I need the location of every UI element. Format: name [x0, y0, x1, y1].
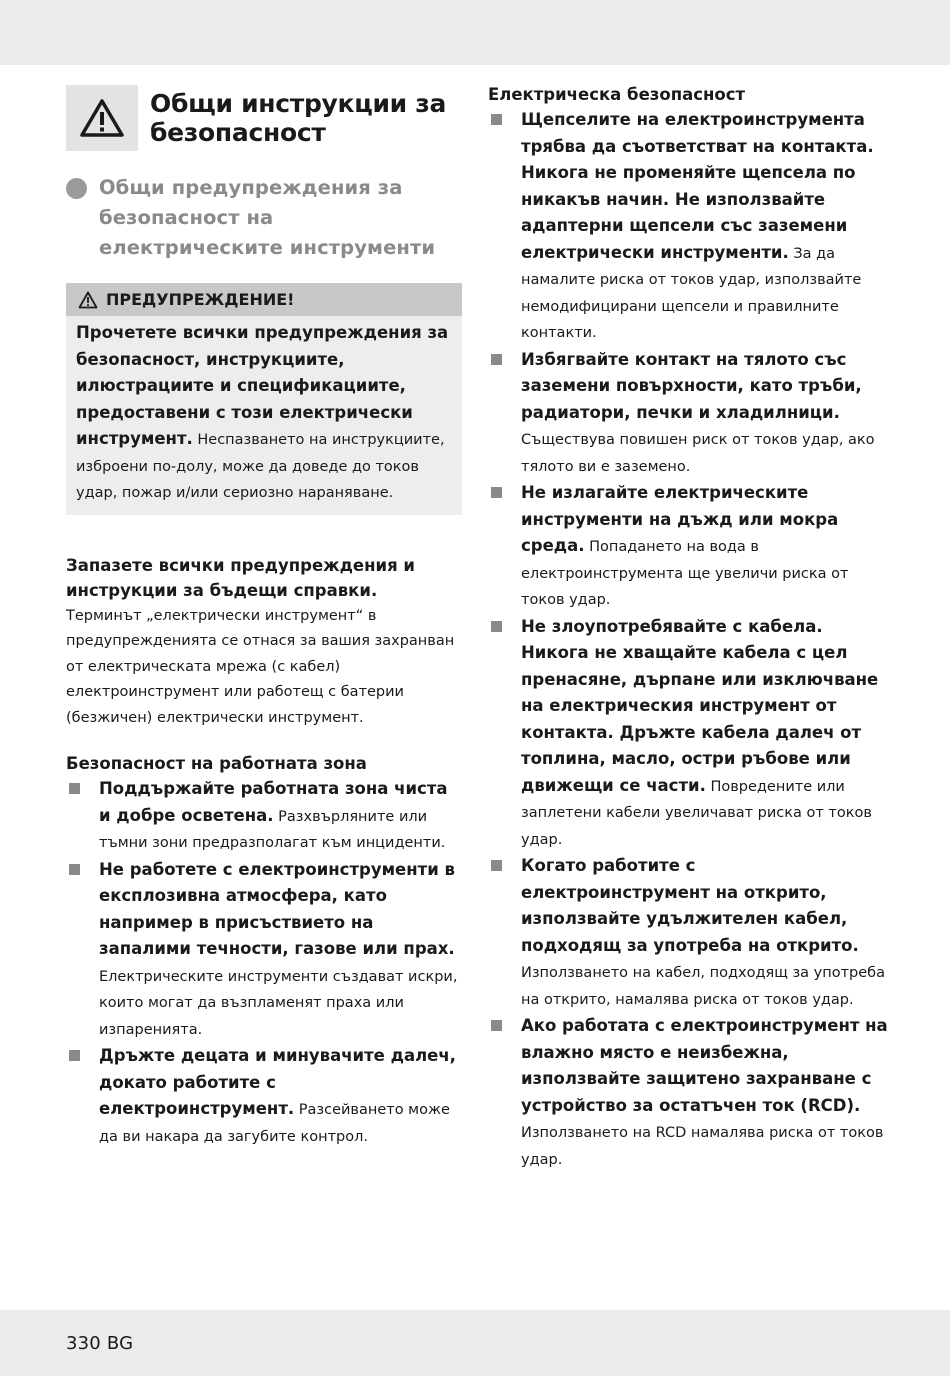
- warning-box: [66, 283, 462, 515]
- square-bullet-icon: [491, 1020, 502, 1031]
- square-bullet-icon: [491, 487, 502, 498]
- warning-heading: ПРЕДУПРЕЖДЕНИЕ!: [106, 290, 295, 309]
- right-column: [488, 82, 888, 1173]
- item-normal-text: Попадането на вода в електроинструмента ще увеличи риска от токов удар.: [521, 539, 849, 608]
- save-normal-text: Терминът „електрически инструмент“ в предупрежденията се отнася за вашия захранван от електрическата мрежа (с кабел) електроинструмент или работещ с батерии (безжичен) електрически инструмент.: [66, 607, 455, 726]
- warning-small-icon: [78, 291, 98, 309]
- item-normal-text: Съществува повишен риск от токов удар, ако тялото ви е заземено.: [521, 432, 875, 475]
- work-area-heading: Безопасност на работната зона: [66, 754, 367, 773]
- save-instructions: [66, 553, 462, 732]
- item-normal-text: Използването на RCD намалява риска от токов удар.: [521, 1125, 884, 1168]
- footer-bar: [0, 1310, 950, 1376]
- item-bold-text: Дръжте децата и минувачите далеч, докато работите с електроинструмент.: [99, 1046, 456, 1118]
- list-item: [66, 776, 462, 857]
- item-normal-text: Електрическите инструменти създават искри, които могат да възпламенят праха или изпаренията.: [99, 968, 458, 1038]
- save-bold-text: Запазете всички предупреждения и инструкции за бъдещи справки.: [66, 555, 415, 600]
- list-item: [488, 853, 888, 1013]
- square-bullet-icon: [491, 621, 502, 632]
- page-number: 330 BG: [66, 1333, 134, 1354]
- list-item: [66, 857, 462, 1044]
- list-item: [66, 1043, 462, 1150]
- list-item: [488, 107, 888, 347]
- item-normal-text: Повредените или заплетени кабели увеличават риска от токов удар.: [521, 778, 872, 848]
- subheading: Общи предупреждения за безопасност на електрическите инструменти: [99, 176, 436, 259]
- electrical-section: [488, 82, 888, 1173]
- item-bold-text: Не излагайте електрическите инструменти на дъжд или мокра среда.: [521, 483, 839, 555]
- page-title: Общи инструкции за безопасност: [150, 89, 447, 147]
- item-bold-text: Ако работата с електроинструмент на влажно място е неизбежна, използвайте защитено захранване с устройство за остатъчен ток (RCD).: [521, 1016, 888, 1115]
- warning-text: [66, 316, 462, 515]
- item-bold-text: Избягвайте контакт на тялото със заземени повърхности, като тръби, радиатори, печки и хладилници.: [521, 349, 862, 422]
- item-bold-text: Когато работите с електроинструмент на открито, използвайте удължителен кабел, подходящ за употреба на открито.: [521, 856, 859, 955]
- item-normal-text: За да намалите риска от токов удар, използвайте немодифицирани щепсели и правилните контакти.: [521, 245, 862, 341]
- item-normal-text: Разсейването може да ви накара да загубите контрол.: [99, 1102, 450, 1145]
- square-bullet-icon: [491, 354, 502, 365]
- item-bold-text: Не работете с електроинструменти в експлозивна атмосфера, като например в присъствието на запалими течности, газове или прах.: [99, 859, 455, 958]
- list-item: [488, 347, 888, 481]
- square-bullet-icon: [69, 1050, 80, 1061]
- bullet-dot-icon: [66, 178, 87, 199]
- item-bold-text: Щепселите на електроинструмента трябва да съответстват на контакта. Никога не променяйте щепсела по никакъв начин. Не използвайте адаптерни щепсели със заземени електрически инструменти.: [521, 110, 874, 262]
- left-column: [66, 85, 462, 1150]
- item-normal-text: Разхвърляните или тъмни зони предразполагат към инциденти.: [99, 808, 446, 851]
- top-bar: [0, 0, 950, 65]
- square-bullet-icon: [491, 114, 502, 125]
- work-area-section: [66, 751, 462, 1150]
- square-bullet-icon: [491, 860, 502, 871]
- square-bullet-icon: [69, 783, 80, 794]
- warning-bold-text: Прочетете всички предупреждения за безопасност, инструкциите, илюстрациите и спецификациите, предоставени с този електрически инструмент.: [76, 323, 449, 448]
- item-bold-text: Не злоупотребявайте с кабела. Никога не хващайте кабела с цел пренасяне, дърпане или изключване на електрическия инструмент от контакта. Дръжте кабела далеч от топлина, масло, остри ръбове или движещи се части.: [521, 616, 879, 795]
- warning-box-header: [66, 283, 462, 316]
- warning-normal-text: Неспазването на инструкциите, изброени по-долу, може да доведе до токов удар, пожар и/или сериозно нараняване.: [76, 432, 445, 501]
- list-item: [488, 1013, 888, 1173]
- subheading-row: [66, 173, 462, 263]
- electrical-heading: Електрическа безопасност: [488, 85, 746, 104]
- square-bullet-icon: [69, 864, 80, 875]
- title-row: [66, 85, 462, 151]
- list-item: [488, 480, 888, 614]
- item-normal-text: Използването на кабел, подходящ за употреба на открито, намалява риска от токов удар.: [521, 965, 885, 1008]
- warning-triangle-icon: [66, 85, 138, 151]
- list-item: [488, 614, 888, 854]
- item-bold-text: Поддържайте работната зона чиста и добре осветена.: [99, 779, 448, 825]
